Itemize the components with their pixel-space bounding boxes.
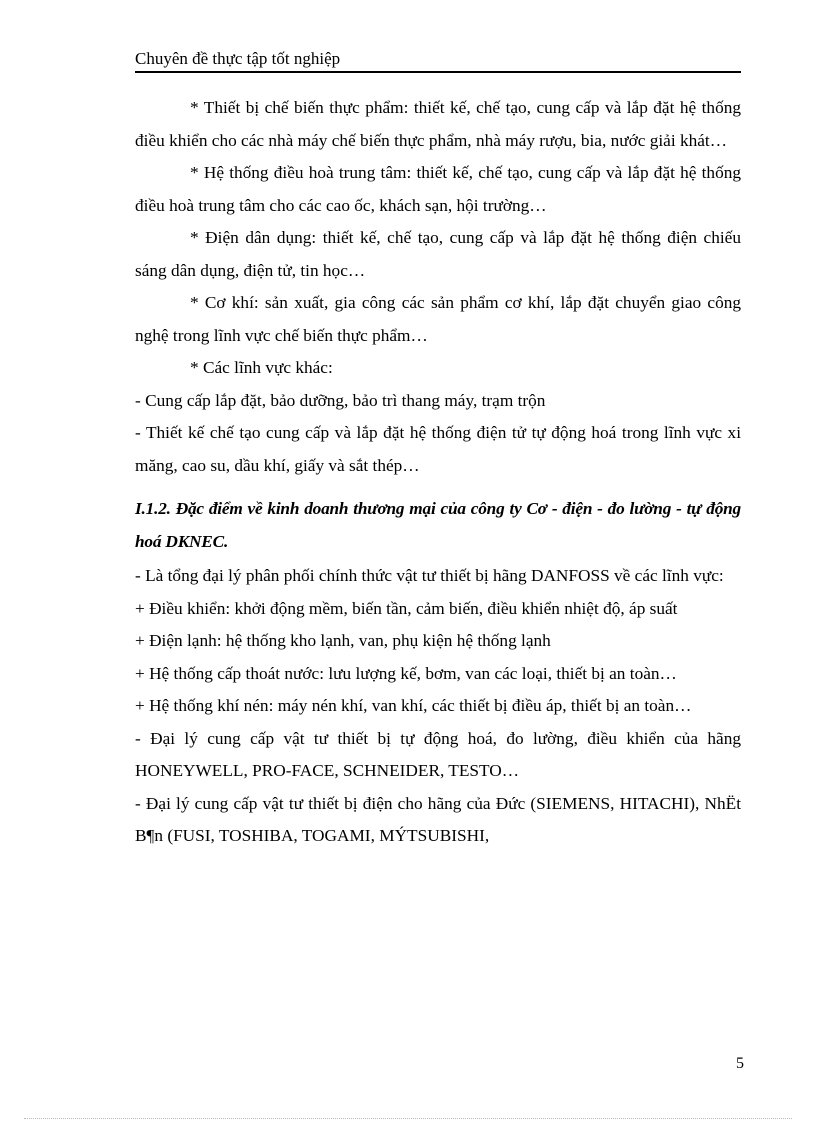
page-bottom-divider [24, 1118, 792, 1119]
paragraph-civil-electrical: * Điện dân dụng: thiết kế, chế tạo, cung cấp và lắp đặt hệ thống điện chiếu sáng dân dụng, điện tử, tin học… [135, 228, 741, 280]
list-item-refrigeration: + Điện lạnh: hệ thống kho lạnh, van, phụ kiện hệ thống lạnh [135, 631, 551, 650]
list-item-siemens: - Đại lý cung cấp vật tư thiết bị điện cho hãng của Đức (SIEMENS, HITACHI), NhËt B¶n (FUSI, TOSHIBA, TOGAMI, MÝTSUBISHI, [135, 793, 741, 845]
document-body [135, 92, 741, 853]
paragraph-food-processing: * Thiết bị chế biến thực phẩm: thiết kế, chế tạo, cung cấp và lắp đặt hệ thống điều khiển cho các nhà máy chế biến thực phẩm, nhà máy rượu, bia, nước giải khát… [135, 98, 741, 150]
paragraph-central-air-conditioning: * Hệ thống điều hoà trung tâm: thiết kế, chế tạo, cung cấp và lắp đặt hệ thống điều hoà trung tâm cho các cao ốc, khách sạn, hội trường… [135, 163, 741, 215]
list-item-automation: - Thiết kế chế tạo cung cấp và lắp đặt hệ thống điện tử tự động hoá trong lĩnh vực xi măng, cao su, dầu khí, giấy và sắt thép… [135, 423, 741, 475]
section-heading: I.1.2. Đặc điểm về kinh doanh thương mại của công ty Cơ - điện - đo lường - tự động hoá DKNEC. [135, 499, 741, 551]
paragraph-other-fields: * Các lĩnh vực khác: [190, 358, 333, 377]
list-item-control: + Điều khiển: khởi động mềm, biến tần, cảm biến, điều khiển nhiệt độ, áp suất [135, 598, 678, 618]
paragraph-mechanical: * Cơ khí: sản xuất, gia công các sản phẩm cơ khí, lắp đặt chuyển giao công nghệ trong lĩnh vực chế biến thực phẩm… [135, 293, 741, 345]
page-header: Chuyên đề thực tập tốt nghiệp [135, 48, 741, 73]
page-number: 5 [736, 1055, 744, 1072]
list-item-danfoss: - Là tổng đại lý phân phối chính thức vật tư thiết bị hãng DANFOSS về các lĩnh vực: [135, 566, 724, 585]
list-item-honeywell: - Đại lý cung cấp vật tư thiết bị tự động hoá, đo lường, điều khiển của hãng HONEYWELL, PRO-FACE, SCHNEIDER, TESTO… [135, 728, 741, 780]
list-item-elevator: - Cung cấp lắp đặt, bảo dưỡng, bảo trì thang máy, trạm trộn [135, 390, 546, 410]
list-item-compressed-air: + Hệ thống khí nén: máy nén khí, van khí, các thiết bị điều áp, thiết bị an toàn… [135, 696, 692, 715]
list-item-water-supply: + Hệ thống cấp thoát nước: lưu lượng kế, bơm, van các loại, thiết bị an toàn… [135, 663, 677, 683]
